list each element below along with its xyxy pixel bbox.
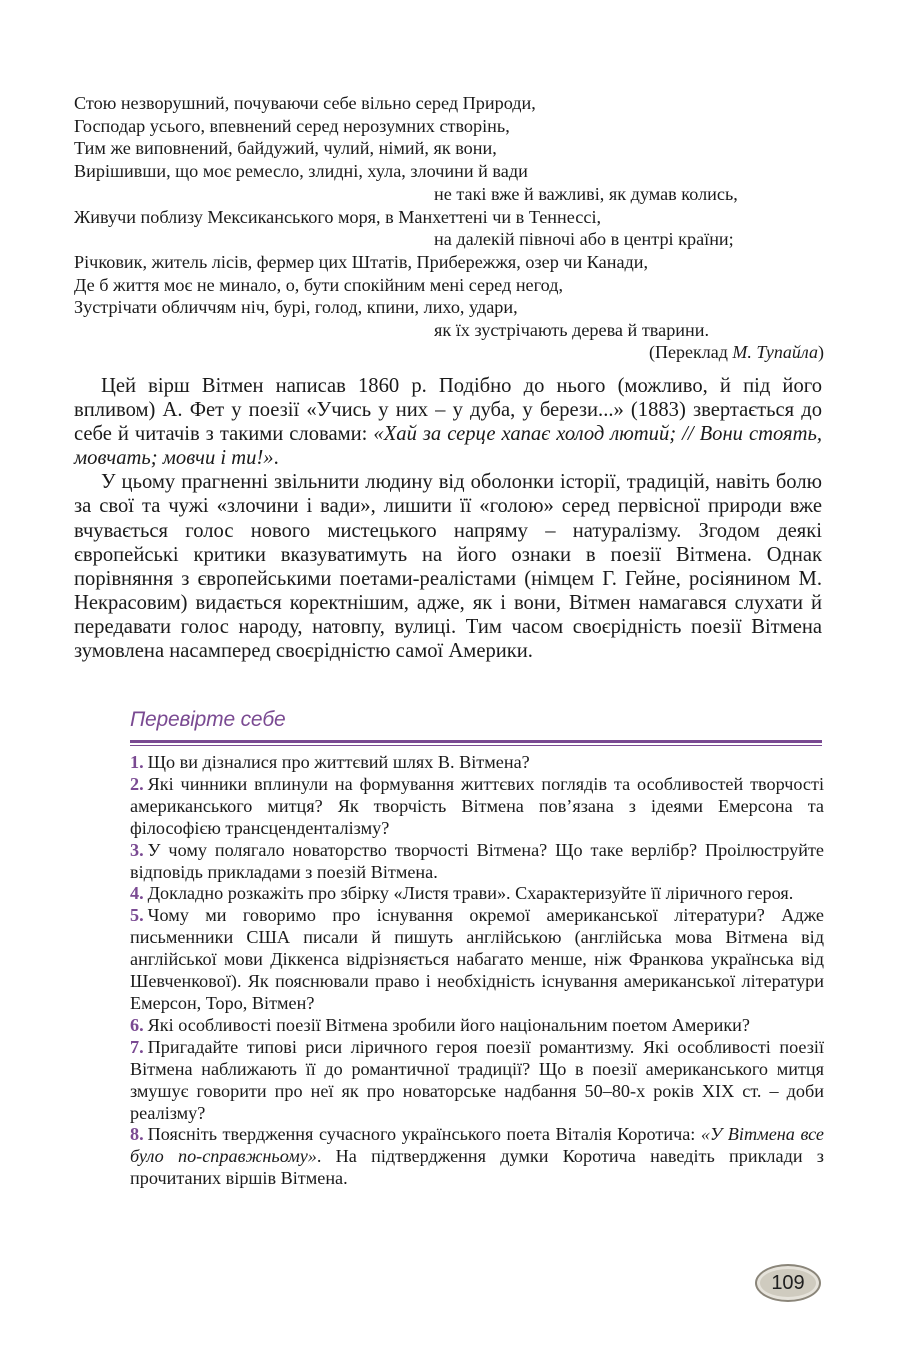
question-4 <box>130 883 824 905</box>
section-rule-thin <box>130 745 822 746</box>
question-number: 3. <box>130 839 144 860</box>
question-text: Докладно розкажіть про збірку «Листя трави». Схарактеризуйте її ліричного героя. <box>147 883 794 904</box>
paragraph-1-end: . <box>273 447 279 470</box>
questions-list <box>130 752 824 1190</box>
poem-line: Річковик, житель лісів, фермер цих Штатів, Прибережжя, озер чи Канади, <box>74 251 649 272</box>
page-number: 109 <box>771 1271 805 1294</box>
poem-line: Господар усього, впевнений серед нерозумних створінь, <box>74 115 510 136</box>
translation-credit <box>649 341 824 363</box>
question-2 <box>130 774 824 840</box>
paragraph-2: У цьому прагненні звільнити людину від оболонки історії, традицій, навіть болю за свої та чужі «злочини і вади», лишити її «голою» серед первісної природи вже вчувається голос нового мистецького напряму – натуралізму. Згодом деякі європейські критики вказуватимуть на його ознаки в поезії Вітмена. Однак порівняння з європейськими поетами-реалістами (німцем Г. Гейне, росіянином М. Некрасовим) видається коректнішим, адже, як і вони, Вітмен намагався слухати й передавати голос народу, натовпу, вулиці. Тим часом своєрідність поезії Вітмена зумовлена насамперед своєрідністю самої Америки. <box>74 471 822 663</box>
question-number: 5. <box>130 905 144 926</box>
section-title: Перевірте себе <box>130 708 286 731</box>
question-8-text-b: . На підтвердження думки Коротича наведіть приклади з прочитаних віршів Вітмена. <box>130 1146 824 1189</box>
question-number: 4. <box>130 883 144 904</box>
credit-prefix: (Переклад <box>649 342 733 362</box>
question-number: 6. <box>130 1014 144 1035</box>
poem-line: як їх зустрічають дерева й тварини. <box>434 320 710 341</box>
poem-line: Вирішивши, що моє ремесло, злидні, хула, злочини й вади <box>74 161 528 182</box>
question-text: У чому полягало новаторство творчості Вітмена? Що таке верлібр? Проілюструйте відповідь прикладами з поезій Вітмена. <box>130 839 824 882</box>
poem-line: не такі вже й важливі, як думав колись, <box>434 183 738 204</box>
question-8-text-a: Поясніть твердження сучасного українського поета Віталія Коротича: <box>147 1124 701 1145</box>
question-3 <box>130 840 824 884</box>
poem-line: Зустрічати обличчям ніч, бурі, голод, кпини, лихо, удари, <box>74 297 518 318</box>
poem-line: Де б життя моє не минало, о, бути спокійним мені серед негод, <box>74 274 564 295</box>
question-number: 7. <box>130 1036 144 1057</box>
question-7 <box>130 1037 824 1125</box>
section-rule-thick <box>130 740 822 743</box>
poem-block <box>74 92 834 342</box>
poem-line: на далекій півночі або в центрі країни; <box>434 229 734 250</box>
korotych-quote: «У Вітмена все було по-справжньому» <box>130 1124 825 1167</box>
question-number: 2. <box>130 773 144 794</box>
paragraph-1 <box>74 374 822 470</box>
poem-line: Тим же виповнений, байдужий, чулий, німий, як вони, <box>74 138 497 159</box>
question-1 <box>130 752 824 774</box>
question-8 <box>130 1124 824 1190</box>
question-text: Чому ми говоримо про існування окремої американської літератури? Адже письменники США писали й пишуть англійською (англійська мова Вітмена від англійської мови Діккенса відрізняється набагато менше, ніж Франкова українська від Шевченкової). Як пояснювали право і необхідність існування американської літератури Емерсон, Торо, Вітмен? <box>130 905 824 1013</box>
page-number-badge <box>755 1264 821 1302</box>
fet-quote: «Хай за серце хапає холод лютий; // Вони стоять, мовчать; мовчи і ти!» <box>74 423 822 470</box>
credit-suffix: ) <box>818 342 824 362</box>
question-text: Які чинники вплинули на формування життєвих поглядів та особливостей творчості американського митця? Як творчість Вітмена пов’язана з ідеями Емерсона та філософією трансценденталізму? <box>130 773 824 838</box>
question-text: Що ви дізналися про життєвий шлях В. Вітмена? <box>147 752 530 772</box>
question-6 <box>130 1015 824 1037</box>
question-5 <box>130 905 824 1015</box>
poem-line: Стою незворушний, почуваючи себе вільно серед Природи, <box>74 93 536 113</box>
question-text: Які особливості поезії Вітмена зробили його національним поетом Америки? <box>147 1014 750 1035</box>
poem-line: Живучи поблизу Мексиканського моря, в Манхеттені чи в Теннессі, <box>74 206 602 227</box>
question-number: 1. <box>130 752 144 772</box>
paragraph-1-text: Цей вірш Вітмен написав 1860 р. Подібно до нього (можливо, й під його впливом) А. Фет у поезії «Учись у них – у дуба, у берези...» (1883) звертається до себе й читачів з такими словами: <box>74 375 822 446</box>
question-text: Пригадайте типові риси ліричного героя поезії романтизму. Які особливості поезії Вітмена наближають її до романтичної традиції? Що в поезії американського митця змушує говорити про неї як про новаторське надбання 50–80-х років XIX ст. – доби реалізму? <box>130 1036 824 1123</box>
body-text <box>74 374 822 663</box>
translator-name: М. Тупайла <box>732 342 818 362</box>
question-number: 8. <box>130 1124 144 1145</box>
